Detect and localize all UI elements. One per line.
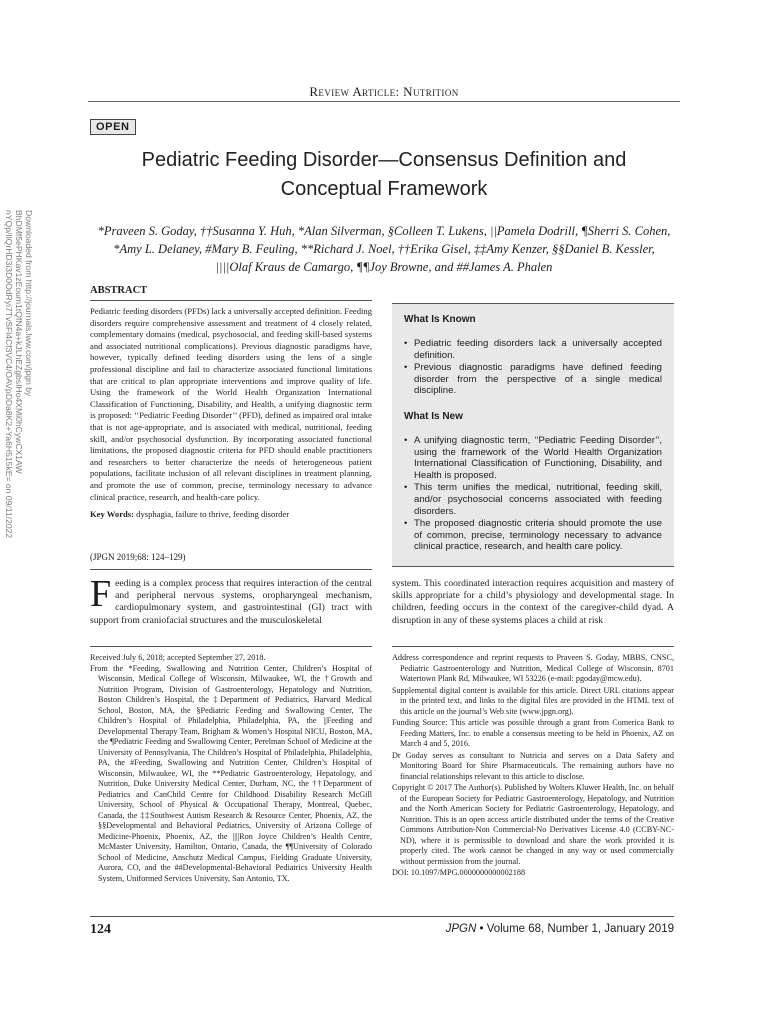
affiliations-footnotes [90, 653, 372, 884]
citation-divider [90, 569, 372, 570]
footnote: Copyright © 2017 The Author(s). Published by Wolters Kluwer Health, Inc. on behalf of the European Society for Pediatric Gastroenterology, Hepatology, and Nutrition and the North American Society for Pediatric Gastroenterology, Hepatology, and Nutrition. This is an open access article distributed under the terms of the Creative Commons Attribution-Non Commercial-No Derivatives License 4.0 (CCBY-NC-ND), where it is permissible to download and share the work provided it is properly cited. The work cannot be changed in any way or used commercially without permission from the journal. [392, 783, 674, 866]
footnote: Address correspondence and reprint requests to Praveen S. Goday, MBBS, CNSC, Pediatric Gastroenterology and Nutrition, Medical College of Wisconsin, 8701 Watertown Plank Rd, Milwaukee, WI 53226 (e-mail: pgoday@mcw.edu). [392, 653, 674, 683]
known-item: • Pediatric feeding disorders lack a universally accepted definition. [404, 338, 662, 361]
abstract-section [90, 306, 372, 521]
journal-issue-line [446, 923, 674, 935]
footnote-divider-left [90, 646, 372, 647]
keywords-text: dysphagia, failure to thrive, feeding disorder [136, 509, 290, 520]
known-item: • Previous diagnostic paradigms have defined feeding disorder from the perspective of a single medical discipline. [404, 362, 662, 397]
abstract-divider [90, 300, 372, 301]
what-is-known-heading: What Is Known [404, 314, 476, 325]
article-title: Pediatric Feeding Disorder—Consensus Definition and Conceptual Framework [141, 149, 627, 200]
known-list [404, 338, 662, 398]
new-item: • The proposed diagnostic criteria should promote the use of common, precise, terminology necessary to advance clinical practice, research, and health care policy. [404, 518, 662, 553]
abstract-text: Pediatric feeding disorders (PFDs) lack a universally accepted definition. Feeding disorders require comprehensive assessment and treatment of 4 closely related, complementary domains (medical, psychosocial, and feeding skill-based systems and associated nutritional complications). Previous diagnostic paradigms have, however, typically defined feeding disorders using the lens of a single professional discipline and fail to characterize associated functional limitations that are critical to plan appropriate interventions and improve quality of life. Using the framework of the World Health Organization International Classification of Functioning, Disability, and Health, a unifying diagnostic term is proposed: ‘‘Pediatric Feeding Disorder’’ (PFD), defined as impaired oral intake that is not age-appropriate, and is associated with medical, nutritional, feeding skill, and/or psychosocial dysfunction. By incorporating associated functional limitations, the proposed diagnostic criteria for PFD should enable practitioners and researchers to better characterize the needs of heterogeneous patient populations, facilitate inclusion of all relevant disciplines in treatment planning, and promote the use of common, precise, terminology necessary to advance clinical practice, research, and health-care policy. [90, 306, 372, 502]
intro-column-left [90, 573, 372, 627]
running-head-divider [88, 101, 680, 102]
footnote-divider-right [392, 646, 674, 647]
footnote: DOI: 10.1097/MPG.0000000000002188 [392, 868, 526, 877]
footnote: Received July 6, 2018; accepted September 27, 2018. [90, 653, 266, 662]
footnote: Dr Goday serves as consultant to Nutricia and serves on a Data Safety and Monitoring Board for Shire Pharmaceuticals. The remaining authors have no financial relationships relevant to this article to disclose. [392, 750, 674, 781]
known-new-box [392, 303, 674, 567]
footnote: Funding Source: This article was possible through a grant from Comerica Bank to Feeding Matters, Inc. to enable a consensus meeting to be held in Phoenix, AZ on March 4 and 5, 2016. [392, 718, 674, 748]
drop-cap: F [90, 573, 112, 615]
journal-name: JPGN [445, 923, 477, 935]
footnote: Supplemental digital content is available for this article. Direct URL citations appear in the printed text, and links to the digital files are provided in the HTML text of this article on the journal’s Web site (www.jpgn.org). [392, 685, 674, 716]
journal-issue: • Volume 68, Number 1, January 2019 [479, 923, 674, 935]
journal-citation: (JPGN 2019;68: 124–129) [90, 552, 186, 562]
new-list [404, 435, 662, 554]
intro-text-right: system. This coordinated interaction requires acquisition and mastery of skills appropriate for a child’s physiology and developmental stage. In children, feeding occurs in the context of the caregiver-child dyad. A disruption in any of these systems places a child at risk [392, 578, 674, 626]
intro-text-left: eeding is a complex process that requires interaction of the central and peripheral nervous systems, oropharyngeal mechanism, cardiopulmonary system, and gastrointestinal (GI) tract with support from craniofacial structures and the musculoskeletal [90, 578, 372, 626]
keywords-label: Key Words: [90, 509, 135, 520]
running-head: Review Article: Nutrition [309, 84, 459, 99]
footnote: From the *Feeding, Swallowing and Nutrition Center, Children’s Hospital of Wisconsin, Medical College of Wisconsin, Milwaukee, WI, the †Growth and Nutrition Program, Division of Gastroenterology, Hepatology and Nutrition, Boston Children’s Hospital, the ‡Department of Pediatrics, Harvard Medical School, Boston, MA, the §Pediatric Feeding and Swallowing Center, The Children’s Hospital of Philadelphia, Philadelphia, PA, the ||Feeding and Developmental Therapy Team, Brigham & Women’s Hospital NICU, Boston, MA, the ¶Pediatric Feeding and Swallowing Center, Perelman School of Medicine at the University of Pennsylvania, The Children’s Hospital of Philadelphia, Philadelphia, PA, the #Feeding, Swallowing and Nutrition Center, Children’s Hospital of Wisconsin, Milwaukee, WI, the **Pediatric Gastroenterology, Hepatology, and Nutrition, Duke University Medical Center, Durham, NC, the ††Department of Pediatrics and CanChild Centre for Childhood Disability Research McGill University, School of Physical & Occupational Therapy, Montreal, Quebec, Canada, the ‡‡Southwest Autism Research & Resource Center, Phoenix, AZ, the §§Developmental and Behavioral Pediatrics, University of Arizona College of Medicine-Phoenix, Phoenix, AZ, the ||||Ron Joyce Children’s Health Centre, McMaster University, Hamilton, Ontario, Canada, the ¶¶University of Colorado School of Medicine, Anschutz Medical Campus, Fielding Graduate University, Aurora, CO, and the ##Developmental-Behavioral Pediatrics University Health System, Uniformed Services University, San Antonio, TX. [90, 663, 372, 883]
new-item: • This term unifies the medical, nutritional, feeding skill, and/or psychosocial concerns associated with feeding disorders. [404, 482, 662, 517]
correspondence-footnotes [392, 653, 674, 880]
footer-divider [90, 916, 674, 917]
author-list: *Praveen S. Goday, ††Susanna Y. Huh, *Alan Silverman, §Colleen T. Lukens, ||Pamela Dodrill, ¶Sherri S. Cohen, *Amy L. Delaney, #Mary B. Feuling, **Richard J. Noel, ††Erika Gisel, ‡‡Amy Kenzer, §§Daniel B. Kessler, ||||Olaf Kraus de Camargo, ¶¶Joy Browne, and ##James A. Phalen [97, 224, 671, 274]
abstract-heading: ABSTRACT [90, 285, 148, 296]
keywords [90, 509, 372, 521]
what-is-new-heading: What Is New [404, 411, 463, 422]
open-access-badge: OPEN [90, 119, 136, 135]
page-number: 124 [90, 922, 111, 937]
new-item: • A unifying diagnostic term, ‘‘Pediatric Feeding Disorder’’, using the framework of the World Health Organization International Classification of Functioning, Disability, and Health is proposed. [404, 435, 662, 481]
download-watermark: Downloaded from http://journals.lww.com/jpgn by BhDMf5ePHKav1zEoum1tQfN4a+kJLhEZgbsIHo4XMi0hCywCX1AW nYQp/IlQrHD3i3D0OdRyi7TvSFl4Cf3VC4/OAVpDDa8K2+Ya6H515kE= on 09/11/2022 [4, 210, 34, 539]
